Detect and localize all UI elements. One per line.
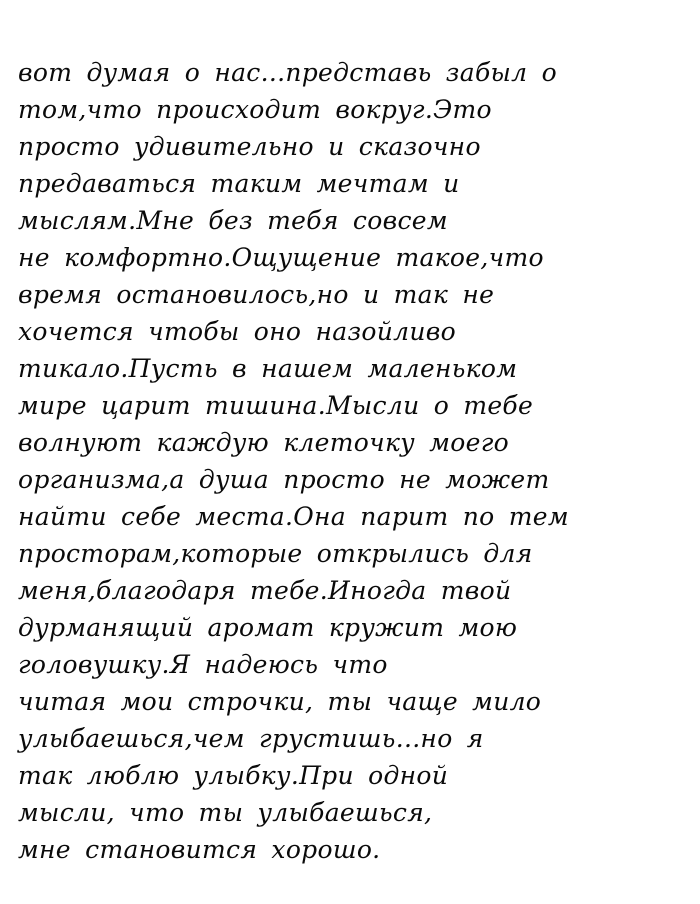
text-line: мне становится хорошо. [18, 835, 381, 864]
text-line: тикало.Пусть в нашем маленьком [18, 354, 518, 383]
text-line: мире царит тишина.Мысли о тебе [18, 391, 534, 420]
text-line: том,что происходит вокруг.Это [18, 95, 492, 124]
text-line: хочется чтобы оно назойливо [18, 317, 456, 346]
text-line: время остановилось,но и так не [18, 280, 495, 309]
text-line: предаваться таким мечтам и [18, 169, 460, 198]
text-line: не комфортно.Ощущение такое,что [18, 243, 544, 272]
text-line: найти себе места.Она парит по тем [18, 502, 569, 531]
text-line: меня,благодаря тебе.Иногда твой [18, 576, 512, 605]
text-line: просторам,которые открылись для [18, 539, 533, 568]
text-line: головушку.Я надеюсь что [18, 650, 388, 679]
text-line: так люблю улыбку.При одной [18, 761, 449, 790]
text-line: просто удивительно и сказочно [18, 132, 481, 161]
handwritten-text [18, 54, 682, 868]
text-line: мыслям.Мне без тебя совсем [18, 206, 448, 235]
text-line: организма,а душа просто не может [18, 465, 550, 494]
text-line: улыбаешься,чем грустишь...но я [18, 724, 484, 753]
text-line: мысли, что ты улыбаешься, [18, 798, 433, 827]
text-line: волнуют каждую клеточку моего [18, 428, 509, 457]
text-line: читая мои строчки, ты чаще мило [18, 687, 542, 716]
text-line: дурманящий аромат кружит мою [18, 613, 518, 642]
text-line: вот думая о нас...представь забыл о [18, 58, 557, 87]
